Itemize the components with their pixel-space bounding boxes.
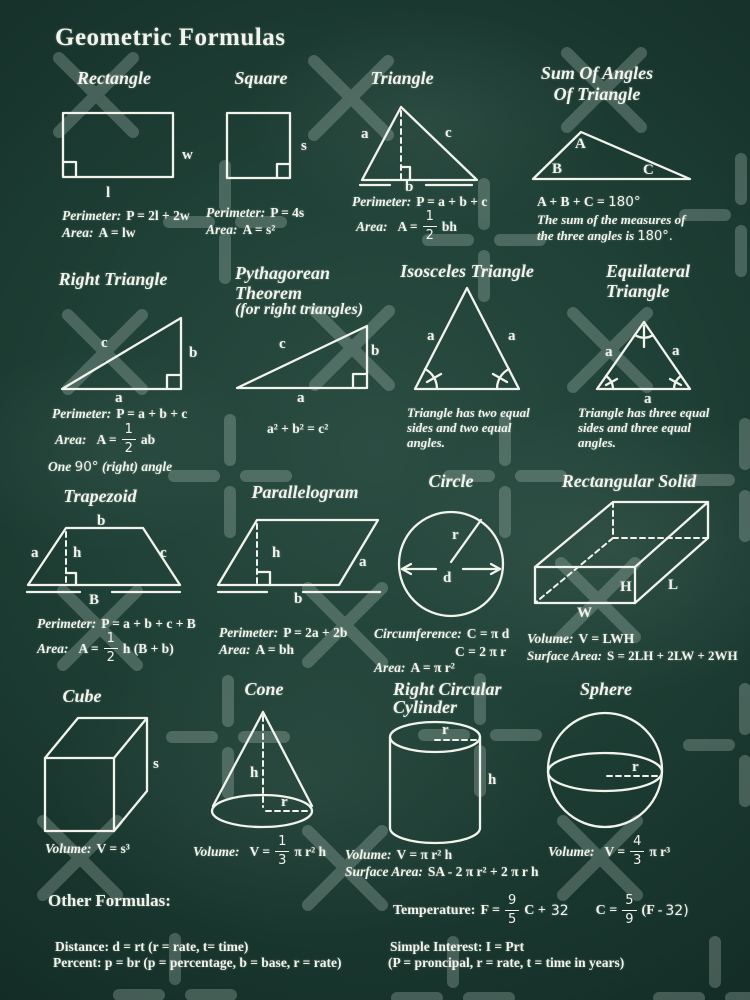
circle-figure [395,505,510,625]
triangle-area-pre: A = [397,218,418,234]
pythagorean-label-c: c [279,336,286,352]
angle-label-A: A [575,136,586,152]
right-triangle-label-b: b [189,345,198,361]
right-triangle-figure [50,310,210,410]
triangle-label-b: b [405,179,414,195]
sphere-title: Sphere [579,679,632,699]
triangle-area [356,210,457,244]
square-perimeter-formula: P = 4s [270,205,305,220]
circle-area-label: Area: [374,660,406,675]
rectangular-solid-volume-label: Volume: [527,631,574,646]
sum-of-angles-equation [537,194,641,210]
cube-volume-label: Volume: [45,841,92,856]
triangle-figure [350,100,485,200]
circle-area [374,660,455,676]
cylinder-surface-area [345,864,539,880]
fraction: $\frac{1}{2}$ [423,210,437,244]
isosceles-note-line1: Triangle has two equal [407,405,530,420]
isosceles-label-a-left: a [427,328,435,344]
pythagorean-figure [230,318,390,410]
cylinder-volume-formula: V = π r² h [396,847,453,862]
note-text: the three angles is [537,228,638,243]
cube-volume-formula: V = s³ [96,841,130,856]
trapezoid-area [37,632,174,666]
trapezoid-perimeter-formula: P = a + b + c + B [101,616,196,631]
cylinder-label-h: h [488,772,497,788]
pythagorean-label-a: a [297,390,305,406]
temperature-post: C + [524,902,546,918]
right-triangle-note [48,459,172,475]
angle-label-C: C [643,162,654,178]
rectangle-area-formula: A = lw [98,225,136,240]
isosceles-label-a-right: a [508,328,516,344]
page-title: Geometric Formulas [55,24,286,51]
temperature-pre: F = [480,902,500,918]
sum-of-angles-figure [525,125,705,190]
equilateral-note-line2: sides and three equal [578,420,692,435]
temperature2-post: (F - [641,902,663,918]
trapezoid-label-b: b [97,513,106,529]
fraction: $\frac{9}{5}$ [505,894,519,928]
cylinder-surface-label: Surface Area: [345,864,423,879]
sphere-volume [548,835,670,869]
trapezoid-area-label: Area: [37,640,69,656]
distance-formula: Distance: d = rt (r = rate, t= time) [55,939,249,954]
rectangle-area-label: Area: [62,225,94,240]
note-pre: One [48,459,75,474]
parallelogram-perimeter-formula: P = 2a + 2b [283,625,348,640]
square-shape [227,113,290,178]
simple-interest-formula: Simple Interest: I = Prt [390,939,525,954]
rectangle-perimeter-label: Perimeter: [62,208,122,223]
circle-circumference-formula: C = π d [466,626,510,641]
circle-shape [399,512,503,616]
parallelogram-shape [218,520,380,592]
circle-label-r: r [452,527,459,543]
rectangular-solid-figure [525,495,720,625]
equilateral-title-line2: Triangle [606,281,670,301]
cone-volume-post: π r² h [294,843,327,859]
triangle-shape [360,107,477,185]
triangle-perimeter [352,194,487,210]
equilateral-title-line1: Equilateral [606,261,691,281]
sphere-volume-pre: V = [604,843,626,859]
equilateral-figure [590,315,705,410]
cylinder-label-r: r [442,722,449,738]
rectangle-label-l: l [106,185,111,201]
triangle-title: Triangle [370,68,434,88]
right-triangle-shape [237,326,367,388]
parallelogram-figure [210,508,390,608]
right-triangle-area [55,423,155,457]
note-value: 90° [74,459,99,475]
rectangular-solid-title: Rectangular Solid [561,471,697,491]
sphere-volume-post: π r³ [649,843,671,859]
rectangle-figure [55,105,210,205]
circle-circumference [374,626,509,642]
sum-of-angles-title-line1: Sum Of Angles [540,63,654,83]
rectangle-perimeter [62,208,190,224]
trapezoid-title: Trapezoid [63,486,137,506]
isosceles-title: Isosceles Triangle [400,261,534,281]
fraction: $\frac{1}{3}$ [275,835,289,869]
right-triangle-perimeter [52,406,187,422]
trapezoid-label-B: B [89,592,100,608]
sum-of-angles-title-line2: Of Triangle [553,84,641,104]
parallelogram-title: Parallelogram [251,482,359,502]
sphere-label-r: r [632,759,639,775]
temperature2-value: 32) [665,902,689,919]
isosceles-note-line2: sides and two equal [407,420,512,435]
triangle-label-c: c [445,125,452,141]
right-triangle-label-a: a [115,390,123,406]
cube-title: Cube [62,686,102,706]
right-triangle-area-post: ab [140,431,156,447]
square-figure [215,105,320,205]
trapezoid-figure [20,508,190,608]
angle-label-B: B [552,161,563,177]
rectangular-solid-surface-area [527,648,738,664]
right-angle-mark [277,164,290,178]
note-post: (right) angle [98,459,173,474]
cylinder-volume-label: Volume: [345,847,392,862]
rectangle-shape [63,113,173,177]
square-area-formula: A = s² [242,222,276,237]
circle-label-d: d [443,570,452,586]
cube-volume [45,841,130,857]
angle-tick [427,374,441,382]
sphere-volume-label: Volume: [548,843,595,859]
trapezoid-label-h: h [73,545,82,561]
rectangle-area [62,225,135,241]
equation-value: 180° [608,194,641,210]
square-label-s: s [301,138,307,154]
sphere-shape [548,713,662,827]
triangle-perimeter-label: Perimeter: [352,194,412,209]
rectangle-title: Rectangle [77,68,151,88]
parallelogram-label-a: a [359,554,367,570]
square-area-label: Area: [206,222,238,237]
trapezoid-shape [27,528,180,592]
cylinder-figure [383,715,503,840]
circle-circumference2: C = 2 π r [455,644,507,659]
parallelogram-perimeter [219,625,347,641]
right-angle-mark [63,162,76,177]
cube-figure [38,710,168,840]
right-triangle-title: Right Triangle [58,269,168,289]
pythagorean-label-b: b [371,343,380,359]
parallelogram-area [219,642,294,658]
square-title: Square [234,68,288,88]
equilateral-note-line1: Triangle has three equal [578,405,710,420]
cone-label-h: h [250,765,259,781]
pythagorean-title-line2: Theorem [235,283,302,303]
solid-label-H: H [620,579,632,595]
angle-tick [493,374,507,382]
trapezoid-area-pre: A = [78,640,99,656]
sum-of-angles-note-line1: The sum of the measures of [537,212,686,227]
pythagorean-title-line3: (for right triangles) [235,301,364,318]
right-angle-mark [257,572,270,585]
simple-interest-note: (P = proncipal, r = rate, t = time in years) [388,955,625,970]
equilateral-label-a-bottom: a [644,391,652,407]
right-triangle-shape [62,318,181,389]
trapezoid-label-c: c [160,545,167,561]
right-triangle-area-label: Area: [55,431,87,447]
circle-title: Circle [428,471,474,491]
parallelogram-label-b: b [294,591,303,607]
rectangular-solid-volume-formula: V = LWH [578,631,635,646]
trapezoid-perimeter [37,616,196,632]
rectangular-solid-surface-label: Surface Area: [527,648,602,663]
cone-volume [193,835,326,869]
fraction: $\frac{1}{2}$ [104,632,118,666]
isosceles-note-line3: angles. [407,435,445,450]
temperature-formula [393,894,689,928]
cube-label-s: s [153,756,159,772]
equilateral-note-line3: angles. [578,435,616,450]
trapezoid-label-a: a [31,545,39,561]
note-value: 180°. [637,229,673,244]
temperature-label: Temperature: [393,902,476,918]
cone-figure [205,705,325,835]
solid-label-W: W [577,605,592,621]
fraction: $\frac{5}{9}$ [622,894,636,928]
right-angle-mark [66,573,76,585]
cone-label-r: r [281,794,288,810]
pythagorean-title-line1: Pythagorean [235,263,331,283]
cylinder-title-line2: Cylinder [393,697,458,717]
pythagorean-equation: a² + b² = c² [267,421,329,436]
parallelogram-area-label: Area: [219,642,251,657]
equation-pre: A + B + C = [537,194,605,209]
triangle-area-post: bh [441,218,457,234]
cylinder-surface-formula: SA - 2 π r² + 2 π r h [427,864,539,879]
right-angle-mark [167,375,181,389]
cone-volume-pre: V = [249,843,271,859]
cone-title: Cone [244,679,284,699]
cylinder-title-line1: Right Circular [393,679,502,699]
square-perimeter [206,205,304,221]
right-triangle-perimeter-formula: P = a + b + c [116,406,188,421]
triangle-area-label: Area: [356,218,388,234]
cylinder-shape [390,722,480,843]
percent-formula: Percent: p = br (p = percentage, b = base, r = rate) [53,955,342,970]
rectangular-solid-surface-formula: S = 2LH + 2LW + 2WH [607,648,738,663]
equilateral-label-a-left: a [605,344,613,360]
temperature-value: 32 [550,902,569,919]
cylinder-volume [345,847,452,863]
circle-area-formula: A = π r² [410,660,455,675]
parallelogram-label-h: h [272,545,281,561]
rectangular-solid-volume [527,631,634,647]
triangle-perimeter-formula: P = a + b + c [416,194,488,209]
sum-of-angles-note-line2 [537,228,673,244]
square-perimeter-label: Perimeter: [206,205,266,220]
triangle-label-a: a [361,126,369,142]
other-formulas-heading: Other Formulas: [48,891,171,910]
equilateral-label-a-right: a [672,343,680,359]
rectangle-label-w: w [182,147,193,163]
right-angle-mark [353,374,367,388]
isosceles-figure [400,280,530,395]
right-triangle-label-c: c [101,335,108,351]
sphere-figure [540,705,670,835]
cone-volume-label: Volume: [193,843,240,859]
right-triangle-perimeter-label: Perimeter: [52,406,112,421]
trapezoid-area-post: h (B + b) [122,640,174,656]
parallelogram-perimeter-label: Perimeter: [219,625,279,640]
cone-shape [212,712,312,827]
temperature2-pre: C = [595,902,618,918]
fraction: $\frac{4}{3}$ [630,835,644,869]
solid-label-L: L [668,577,679,593]
trapezoid-perimeter-label: Perimeter: [37,616,97,631]
right-triangle-area-pre: A = [96,431,117,447]
square-area [206,222,275,238]
rectangle-perimeter-formula: P = 2l + 2w [126,208,190,223]
fraction: $\frac{1}{2}$ [122,423,136,457]
cube-shape [45,718,147,831]
circle-circumference-label: Circumference: [374,626,462,641]
parallelogram-area-formula: A = bh [255,642,294,657]
